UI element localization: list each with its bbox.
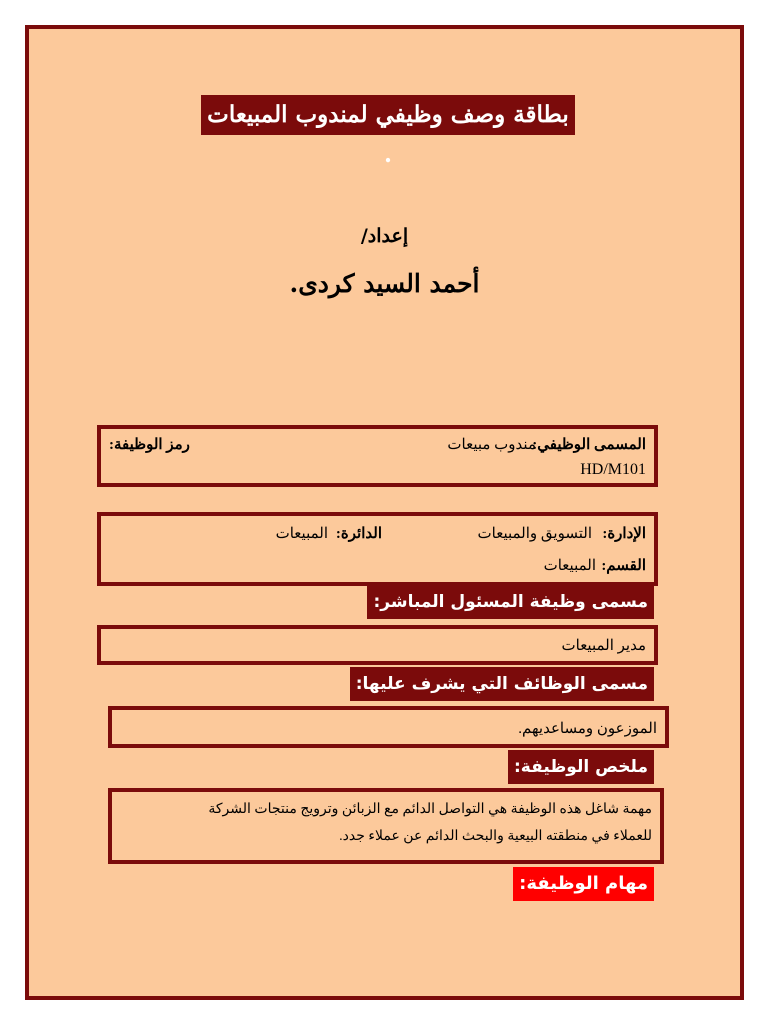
direct-manager-label: مسمى وظيفة المسئول المباشر: [367, 585, 654, 619]
document-title: بطاقة وصف وظيفي لمندوب المبيعات . [201, 95, 575, 135]
admin-label: الإدارة: [602, 526, 646, 542]
author-name: أحمد السيد كردى. [289, 269, 480, 298]
job-summary-line-1: مهمة شاغل هذه الوظيفة هي التواصل الدائم مع الزبائن وترويج منتجات الشركة [208, 802, 652, 817]
job-code-label: رمز الوظيفة: [109, 437, 190, 453]
prepared-by-label: إعداد/ [360, 225, 409, 247]
job-summary-label: ملخص الوظيفة: [508, 750, 654, 784]
department-box [97, 512, 658, 586]
supervised-jobs-box [108, 706, 669, 748]
circle-value: المبيعات [275, 526, 328, 542]
job-info-box [97, 425, 658, 487]
document-page [25, 25, 744, 1000]
direct-manager-box [97, 625, 658, 665]
job-summary-box [108, 788, 664, 864]
admin-value: التسويق والمبيعات [477, 526, 592, 542]
circle-label: الدائرة: [335, 526, 382, 542]
job-summary-line-2: للعملاء في منطقته البيعية والبحث الدائم عن عملاء جدد. [339, 829, 652, 844]
job-title-label: المسمى الوظيفي: [532, 437, 646, 453]
supervised-jobs-label: مسمى الوظائف التي يشرف عليها: [350, 667, 654, 701]
job-tasks-label: مهام الوظيفة: [513, 867, 654, 901]
supervised-jobs-value: الموزعون ومساعديهم. [518, 721, 657, 737]
job-title-value: مندوب مبيعات [447, 437, 536, 453]
job-code-value: HD/M101 [580, 461, 646, 478]
section-label: القسم: [601, 558, 646, 574]
section-value: المبيعات [543, 558, 596, 574]
direct-manager-value: مدير المبيعات [561, 638, 646, 654]
